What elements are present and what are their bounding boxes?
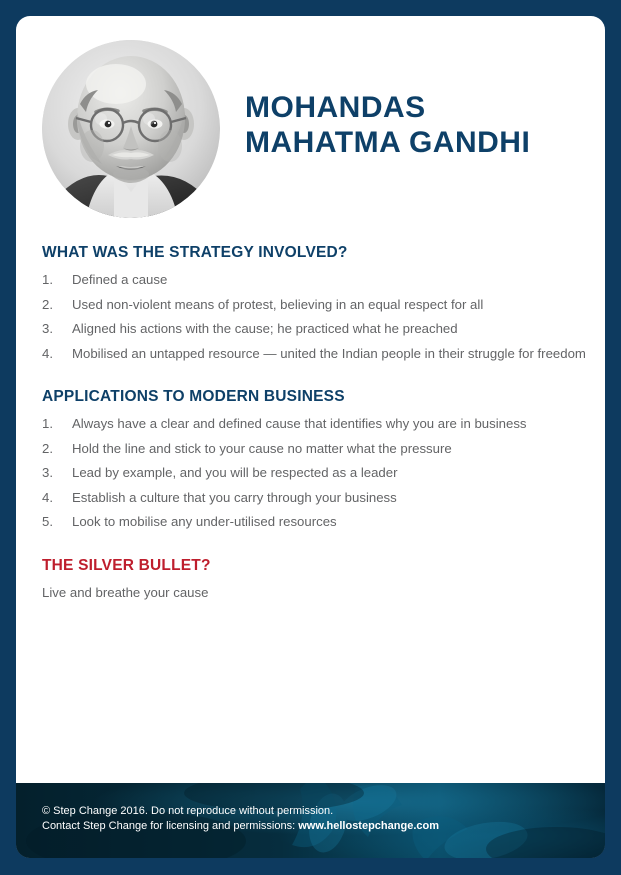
list-item [42,513,587,531]
list-item [42,464,587,482]
list-number: 3. [42,465,53,480]
list-item-text: Aligned his actions with the cause; he practiced what he preached [72,321,458,336]
footer-line-1: © Step Change 2016. Do not reproduce without permission. [42,805,334,817]
list-item-text: Establish a culture that you carry through your business [72,489,397,505]
footer-line-2 [42,819,439,834]
footer-line-2-prefix: Contact Step Change for licensing and permissions: [42,820,299,832]
title-line-1: MOHANDAS [245,91,426,124]
card-header [16,16,605,221]
list-item-text: Defined a cause [72,272,168,287]
footer-legal-text [42,804,439,834]
list-item-text: Look to mobilise any under-utilised resources [72,514,337,529]
list-item-text: Hold the line and stick to your cause no matter what the pressure [72,440,452,456]
card-content [42,244,587,601]
section-heading-applications: APPLICATIONS TO MODERN BUSINESS [42,388,345,405]
section-silver-bullet [42,557,587,602]
list-number: 1. [42,272,53,287]
list-item-text: Always have a clear and defined cause that identifies why you are in business [72,416,527,431]
page-title [245,90,595,160]
silver-bullet-text: Live and breathe your cause [42,584,209,600]
list-item-text: Mobilised an untapped resource — united the Indian people in their struggle for freedom [72,345,586,361]
card-footer [16,783,605,858]
gandhi-portrait-image [42,40,220,218]
list-item-text: Used non-violent means of protest, believing in an equal respect for all [72,296,484,312]
section-applications [42,388,587,531]
list-item [42,440,587,458]
applications-list [42,415,587,531]
list-number: 5. [42,514,53,529]
list-item [42,489,587,507]
list-number: 3. [42,321,53,336]
list-number: 4. [42,345,53,361]
title-line-2: MAHATMA GANDHI [245,126,531,159]
list-item-text: Lead by example, and you will be respected as a leader [72,465,398,480]
list-item [42,320,587,338]
section-heading-silver-bullet: THE SILVER BULLET? [42,556,211,574]
list-item [42,415,587,433]
section-strategy [42,244,587,362]
list-item [42,345,587,363]
list-item [42,271,587,289]
list-item [42,296,587,314]
section-heading-strategy: WHAT WAS THE STRATEGY INVOLVED? [42,244,348,261]
list-number: 2. [42,440,53,456]
strategy-list [42,271,587,362]
list-number: 4. [42,489,53,505]
content-card [16,16,605,858]
footer-website-url[interactable]: www.hellostepchange.com [298,820,439,832]
list-number: 1. [42,416,53,431]
list-number: 2. [42,296,53,312]
